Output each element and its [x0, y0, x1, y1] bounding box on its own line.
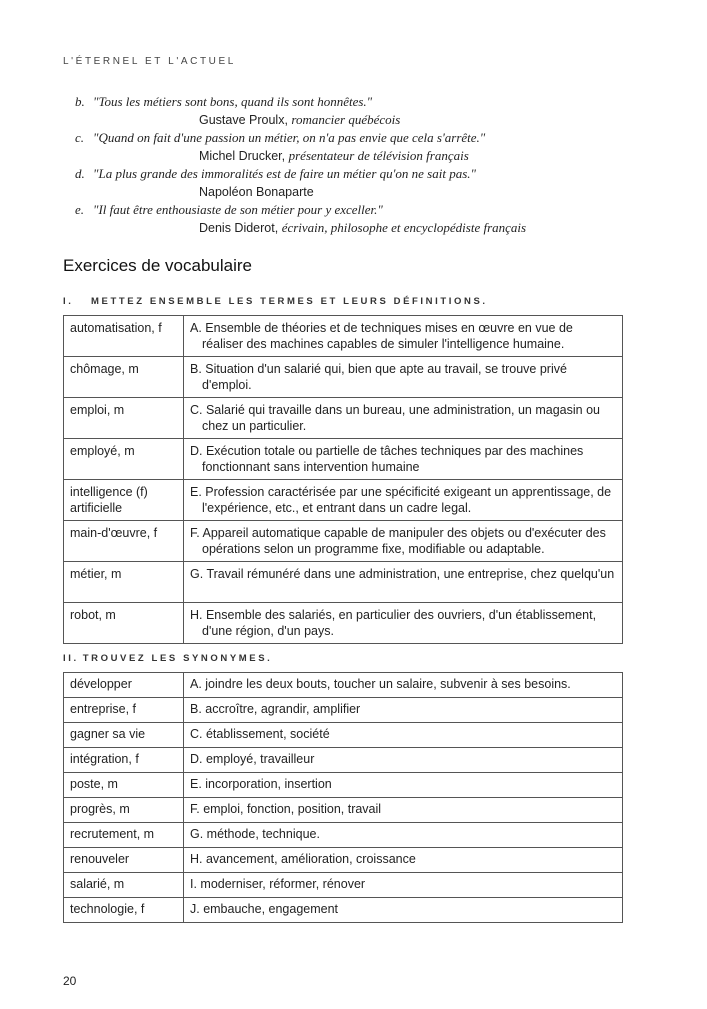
quote-author: Denis Diderot, [199, 221, 279, 235]
table-row [64, 439, 623, 480]
term-cell: robot, m [64, 603, 184, 644]
exercise-2-title [63, 652, 623, 666]
definition-cell: D. Exécution totale ou partielle de tâches techniques par des machines fonctionnant sans intervention humaine [184, 439, 623, 480]
definition-cell: B. accroître, agrandir, amplifier [184, 698, 623, 723]
table-row [64, 698, 623, 723]
synonyms-table [63, 672, 623, 923]
quote-text: "Quand on fait d'une passion un métier, on n'a pas envie que cela s'arrête." [93, 130, 486, 145]
quote-letter: d. [75, 166, 85, 181]
table-row [64, 562, 623, 603]
table-row [64, 898, 623, 923]
table-row [64, 357, 623, 398]
term-cell: salarié, m [64, 873, 184, 898]
table-row [64, 873, 623, 898]
table-row [64, 673, 623, 698]
table-row [64, 316, 623, 357]
definition-cell: B. Situation d'un salarié qui, bien que apte au travail, se trouve privé d'emploi. [184, 357, 623, 398]
quote-text: "Tous les métiers sont bons, quand ils sont honnêtes." [93, 94, 373, 109]
definition-cell: F. emploi, fonction, position, travail [184, 798, 623, 823]
term-cell: intelligence (f) artificielle [64, 480, 184, 521]
term-cell: technologie, f [64, 898, 184, 923]
quote-letter: e. [75, 202, 85, 217]
definition-cell: D. employé, travailleur [184, 748, 623, 773]
term-cell: main-d'œuvre, f [64, 521, 184, 562]
definition-cell: I. moderniser, réformer, rénover [184, 873, 623, 898]
quote-attribution [75, 183, 623, 201]
table-row [64, 723, 623, 748]
table-row [64, 823, 623, 848]
table-row [64, 798, 623, 823]
table-row [64, 848, 623, 873]
term-cell: automatisation, f [64, 316, 184, 357]
term-cell: recrutement, m [64, 823, 184, 848]
definitions-table [63, 315, 623, 644]
term-cell: emploi, m [64, 398, 184, 439]
table-row [64, 773, 623, 798]
quote-attribution [75, 147, 623, 165]
quote-author-role: présentateur de télévision français [288, 148, 469, 163]
quote-text: "Il faut être enthousiaste de son métier pour y exceller." [93, 202, 383, 217]
running-head: L'ÉTERNEL ET L'ACTUEL [63, 56, 236, 67]
quote [75, 129, 623, 147]
definition-cell: G. méthode, technique. [184, 823, 623, 848]
definition-cell: C. établissement, société [184, 723, 623, 748]
table-row [64, 521, 623, 562]
quote [75, 165, 623, 183]
quote-letter: c. [75, 130, 85, 145]
quote-text: "La plus grande des immoralités est de faire un métier qu'on ne sait pas." [93, 166, 476, 181]
definition-cell: F. Appareil automatique capable de manipuler des objets ou d'exécuter des opérations selon un programme fixe, modifiable ou adaptable. [184, 521, 623, 562]
exercise-1-title [63, 295, 623, 309]
exercise-instruction: TROUVEZ LES SYNONYMES. [82, 653, 273, 664]
term-cell: gagner sa vie [64, 723, 184, 748]
quote-author: Gustave Proulx, [199, 113, 288, 127]
quote-author: Michel Drucker, [199, 149, 286, 163]
table-row [64, 748, 623, 773]
term-cell: intégration, f [64, 748, 184, 773]
table-row [64, 480, 623, 521]
quote [75, 93, 623, 111]
quote-author-role: romancier québécois [291, 112, 401, 127]
definition-cell: H. Ensemble des salariés, en particulier des ouvriers, d'un établissement, d'une région, d'un pays. [184, 603, 623, 644]
term-cell: poste, m [64, 773, 184, 798]
quote-attribution [75, 219, 623, 237]
exercise-number: I. [63, 296, 74, 307]
page-number: 20 [63, 974, 77, 988]
quote-letter: b. [75, 94, 85, 109]
term-cell: développer [64, 673, 184, 698]
term-cell: progrès, m [64, 798, 184, 823]
definition-cell: E. incorporation, insertion [184, 773, 623, 798]
definition-cell: A. joindre les deux bouts, toucher un salaire, subvenir à ses besoins. [184, 673, 623, 698]
term-cell: métier, m [64, 562, 184, 603]
quote [75, 201, 623, 219]
definition-cell: G. Travail rémunéré dans une administration, une entreprise, chez quelqu'un [184, 562, 623, 603]
definition-cell: A. Ensemble de théories et de techniques mises en œuvre en vue de réaliser des machines capables de simuler l'intelligence humaine. [184, 316, 623, 357]
term-cell: chômage, m [64, 357, 184, 398]
table-row [64, 398, 623, 439]
section-heading: Exercices de vocabulaire [63, 256, 252, 275]
table-row [64, 603, 623, 644]
term-cell: entreprise, f [64, 698, 184, 723]
exercise-instruction: METTEZ ENSEMBLE LES TERMES ET LEURS DÉFINITIONS. [91, 296, 488, 307]
quote-author-role: écrivain, philosophe et encyclopédiste français [281, 220, 527, 235]
definition-cell: E. Profession caractérisée par une spécificité exigeant un apprentissage, de l'expérience, etc., et entrant dans un cadre legal. [184, 480, 623, 521]
term-cell: renouveler [64, 848, 184, 873]
definition-cell: J. embauche, engagement [184, 898, 623, 923]
term-cell: employé, m [64, 439, 184, 480]
quotes-list [75, 93, 623, 237]
definition-cell: H. avancement, amélioration, croissance [184, 848, 623, 873]
definition-cell: C. Salarié qui travaille dans un bureau, une administration, un magasin ou chez un particulier. [184, 398, 623, 439]
quote-author: Napoléon Bonaparte [199, 185, 314, 199]
exercise-number: II. [63, 653, 79, 664]
quote-attribution [75, 111, 623, 129]
